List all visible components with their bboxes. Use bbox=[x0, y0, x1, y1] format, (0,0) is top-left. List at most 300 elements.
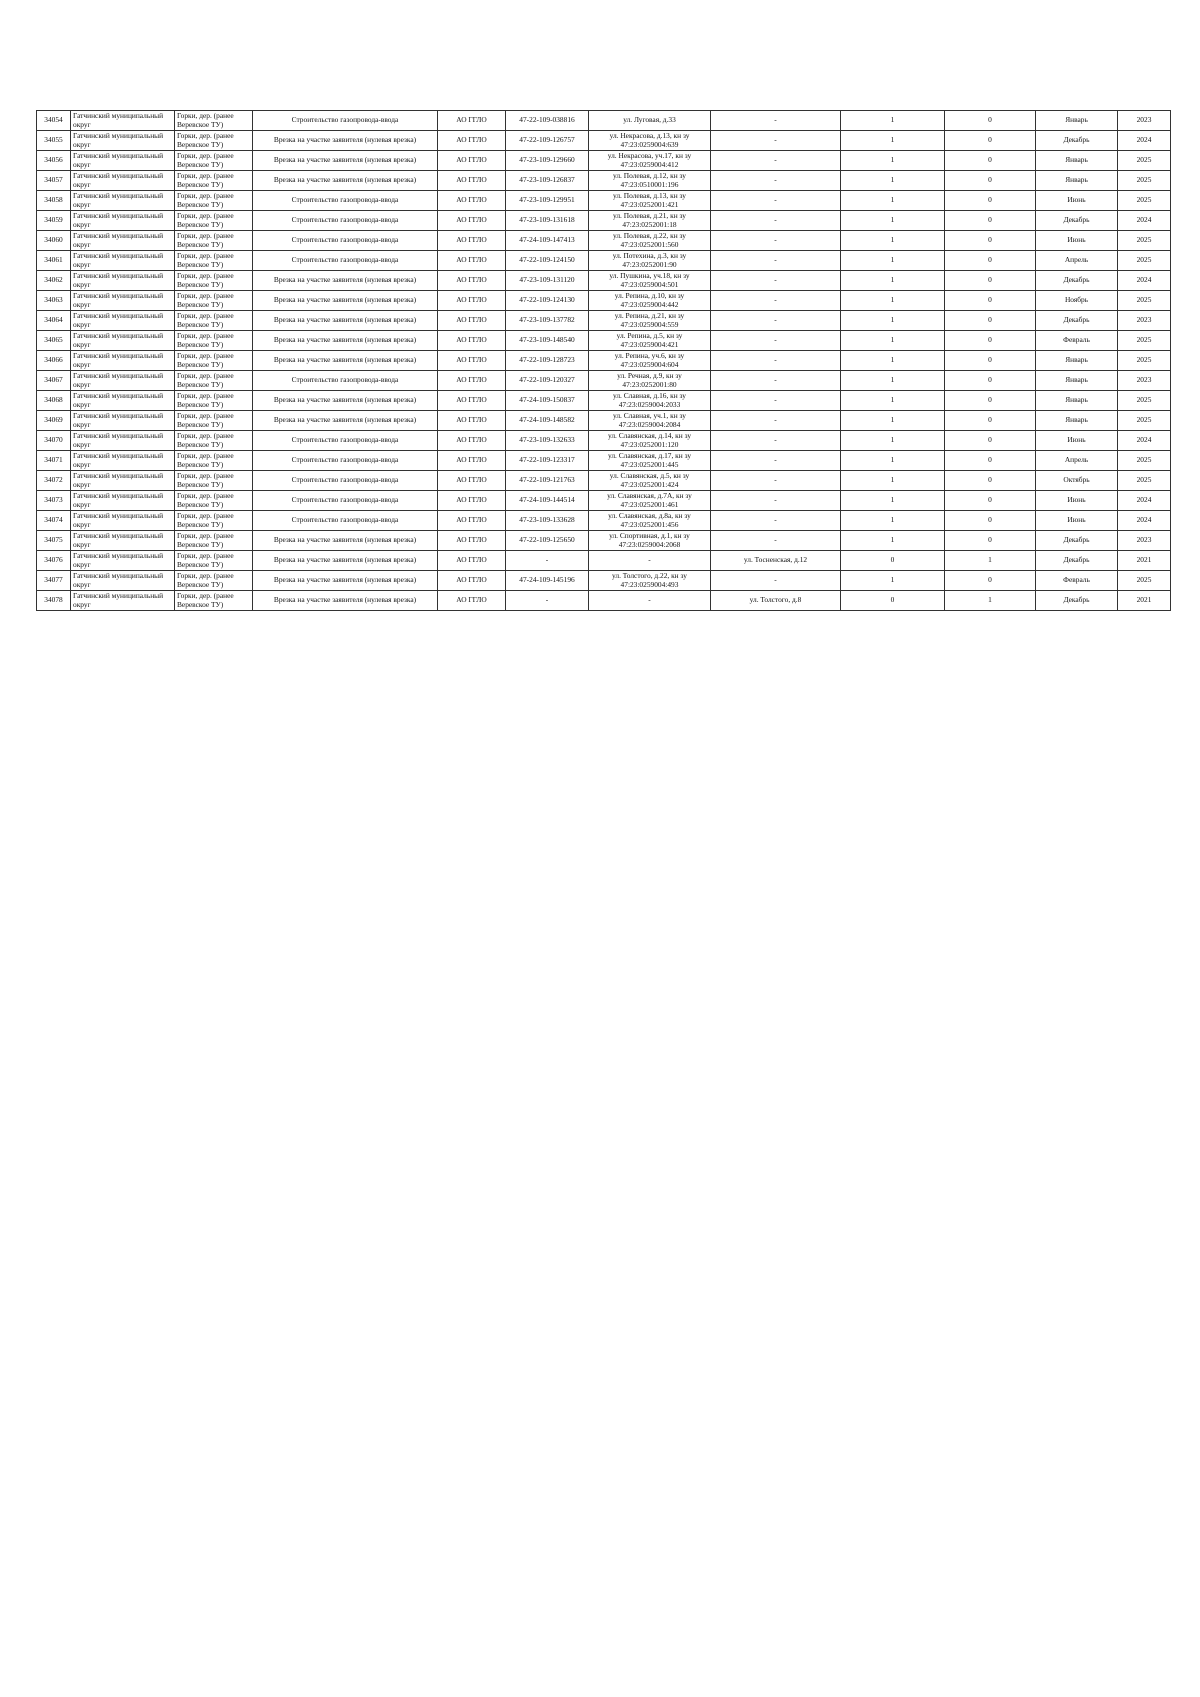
cell-count-b: 0 bbox=[945, 431, 1036, 451]
cell-organization: АО ГГЛО bbox=[438, 531, 506, 551]
cell-month: Январь bbox=[1036, 351, 1118, 371]
cell-settlement: Горки, дер. (ранее Веревское ТУ) bbox=[175, 511, 253, 531]
cell-work-type: Строительство газопровода-ввода bbox=[253, 231, 438, 251]
cell-count-a: 1 bbox=[841, 531, 945, 551]
cell-year: 2025 bbox=[1118, 451, 1171, 471]
cell-row-number: 34069 bbox=[37, 411, 71, 431]
cell-work-type: Врезка на участке заявителя (нулевая врезка) bbox=[253, 351, 438, 371]
table-row bbox=[37, 251, 1171, 271]
table-row bbox=[37, 591, 1171, 611]
table-row bbox=[37, 551, 1171, 571]
cell-address-cadastral: ул. Спортивная, д.1, кн зу 47:23:0259004:2068 bbox=[589, 531, 711, 551]
cell-organization: АО ГГЛО bbox=[438, 571, 506, 591]
cell-row-number: 34068 bbox=[37, 391, 71, 411]
cell-count-b: 0 bbox=[945, 331, 1036, 351]
cell-count-a: 1 bbox=[841, 151, 945, 171]
cell-count-a: 1 bbox=[841, 571, 945, 591]
cell-settlement: Горки, дер. (ранее Веревское ТУ) bbox=[175, 571, 253, 591]
cell-address-cadastral: ул. Репина, д.10, кн зу 47:23:0259004:442 bbox=[589, 291, 711, 311]
cell-application-number: 47-24-109-150837 bbox=[506, 391, 589, 411]
cell-application-number: 47-23-109-132633 bbox=[506, 431, 589, 451]
cell-month: Октябрь bbox=[1036, 471, 1118, 491]
cell-organization: АО ГГЛО bbox=[438, 391, 506, 411]
cell-address: - bbox=[711, 431, 841, 451]
cell-row-number: 34061 bbox=[37, 251, 71, 271]
cell-municipality: Гатчинский муниципальный округ bbox=[71, 131, 175, 151]
cell-address: - bbox=[711, 131, 841, 151]
cell-application-number: - bbox=[506, 551, 589, 571]
cell-count-b: 0 bbox=[945, 111, 1036, 131]
cell-municipality: Гатчинский муниципальный округ bbox=[71, 511, 175, 531]
cell-settlement: Горки, дер. (ранее Веревское ТУ) bbox=[175, 411, 253, 431]
table-row bbox=[37, 391, 1171, 411]
cell-count-b: 0 bbox=[945, 491, 1036, 511]
cell-address: - bbox=[711, 231, 841, 251]
cell-address: - bbox=[711, 251, 841, 271]
cell-count-a: 1 bbox=[841, 471, 945, 491]
cell-application-number: 47-23-109-126837 bbox=[506, 171, 589, 191]
cell-count-a: 1 bbox=[841, 511, 945, 531]
cell-address-cadastral: ул. Репина, д.21, кн зу 47:23:0259004:559 bbox=[589, 311, 711, 331]
table-row bbox=[37, 271, 1171, 291]
cell-organization: АО ГГЛО bbox=[438, 511, 506, 531]
cell-settlement: Горки, дер. (ранее Веревское ТУ) bbox=[175, 471, 253, 491]
cell-year: 2025 bbox=[1118, 571, 1171, 591]
cell-row-number: 34058 bbox=[37, 191, 71, 211]
cell-organization: АО ГГЛО bbox=[438, 211, 506, 231]
cell-application-number: 47-22-109-124130 bbox=[506, 291, 589, 311]
cell-settlement: Горки, дер. (ранее Веревское ТУ) bbox=[175, 291, 253, 311]
cell-organization: АО ГГЛО bbox=[438, 151, 506, 171]
cell-count-a: 1 bbox=[841, 371, 945, 391]
table-row bbox=[37, 171, 1171, 191]
cell-year: 2025 bbox=[1118, 251, 1171, 271]
cell-month: Апрель bbox=[1036, 251, 1118, 271]
cell-row-number: 34065 bbox=[37, 331, 71, 351]
cell-month: Февраль bbox=[1036, 571, 1118, 591]
cell-application-number: 47-22-109-128723 bbox=[506, 351, 589, 371]
cell-municipality: Гатчинский муниципальный округ bbox=[71, 491, 175, 511]
cell-address-cadastral: ул. Луговая, д.33 bbox=[589, 111, 711, 131]
cell-row-number: 34076 bbox=[37, 551, 71, 571]
cell-year: 2023 bbox=[1118, 111, 1171, 131]
table-row bbox=[37, 351, 1171, 371]
table-row bbox=[37, 291, 1171, 311]
cell-row-number: 34075 bbox=[37, 531, 71, 551]
cell-year: 2025 bbox=[1118, 171, 1171, 191]
cell-year: 2025 bbox=[1118, 231, 1171, 251]
cell-month: Январь bbox=[1036, 151, 1118, 171]
cell-settlement: Горки, дер. (ранее Веревское ТУ) bbox=[175, 451, 253, 471]
cell-count-a: 1 bbox=[841, 131, 945, 151]
cell-organization: АО ГГЛО bbox=[438, 411, 506, 431]
cell-address: - bbox=[711, 351, 841, 371]
cell-count-b: 0 bbox=[945, 391, 1036, 411]
cell-year: 2021 bbox=[1118, 591, 1171, 611]
cell-year: 2025 bbox=[1118, 411, 1171, 431]
cell-address-cadastral: ул. Славянская, д.14, кн зу 47:23:0252001:120 bbox=[589, 431, 711, 451]
cell-settlement: Горки, дер. (ранее Веревское ТУ) bbox=[175, 591, 253, 611]
cell-year: 2025 bbox=[1118, 471, 1171, 491]
cell-organization: АО ГГЛО bbox=[438, 291, 506, 311]
cell-settlement: Горки, дер. (ранее Веревское ТУ) bbox=[175, 311, 253, 331]
cell-organization: АО ГГЛО bbox=[438, 251, 506, 271]
cell-address: - bbox=[711, 211, 841, 231]
table-row bbox=[37, 451, 1171, 471]
cell-address: - bbox=[711, 171, 841, 191]
cell-count-a: 1 bbox=[841, 211, 945, 231]
cell-municipality: Гатчинский муниципальный округ bbox=[71, 211, 175, 231]
cell-address: - bbox=[711, 491, 841, 511]
cell-year: 2025 bbox=[1118, 191, 1171, 211]
cell-work-type: Строительство газопровода-ввода bbox=[253, 371, 438, 391]
cell-organization: АО ГГЛО bbox=[438, 371, 506, 391]
cell-count-a: 1 bbox=[841, 251, 945, 271]
table-row bbox=[37, 131, 1171, 151]
cell-work-type: Строительство газопровода-ввода bbox=[253, 451, 438, 471]
cell-month: Январь bbox=[1036, 171, 1118, 191]
cell-organization: АО ГГЛО bbox=[438, 471, 506, 491]
cell-count-b: 0 bbox=[945, 571, 1036, 591]
cell-year: 2024 bbox=[1118, 211, 1171, 231]
cell-address-cadastral: - bbox=[589, 591, 711, 611]
cell-address-cadastral: - bbox=[589, 551, 711, 571]
cell-organization: АО ГГЛО bbox=[438, 191, 506, 211]
cell-address: - bbox=[711, 191, 841, 211]
cell-count-b: 0 bbox=[945, 251, 1036, 271]
table-row bbox=[37, 371, 1171, 391]
cell-address: - bbox=[711, 371, 841, 391]
table-body bbox=[37, 111, 1171, 611]
cell-row-number: 34064 bbox=[37, 311, 71, 331]
cell-year: 2023 bbox=[1118, 311, 1171, 331]
cell-address-cadastral: ул. Полевая, д.21, кн зу 47:23:0252001:18 bbox=[589, 211, 711, 231]
cell-address-cadastral: ул. Потехина, д.3, кн зу 47:23:0252001:90 bbox=[589, 251, 711, 271]
cell-settlement: Горки, дер. (ранее Веревское ТУ) bbox=[175, 231, 253, 251]
cell-row-number: 34060 bbox=[37, 231, 71, 251]
cell-year: 2024 bbox=[1118, 511, 1171, 531]
cell-row-number: 34077 bbox=[37, 571, 71, 591]
table-row bbox=[37, 111, 1171, 131]
cell-organization: АО ГГЛО bbox=[438, 351, 506, 371]
cell-row-number: 34074 bbox=[37, 511, 71, 531]
cell-address-cadastral: ул. Славянская, д.7А, кн зу 47:23:0252001:461 bbox=[589, 491, 711, 511]
cell-address: - bbox=[711, 151, 841, 171]
cell-year: 2025 bbox=[1118, 291, 1171, 311]
cell-municipality: Гатчинский муниципальный округ bbox=[71, 151, 175, 171]
cell-address: - bbox=[711, 531, 841, 551]
cell-municipality: Гатчинский муниципальный округ bbox=[71, 251, 175, 271]
cell-settlement: Горки, дер. (ранее Веревское ТУ) bbox=[175, 111, 253, 131]
cell-work-type: Врезка на участке заявителя (нулевая врезка) bbox=[253, 151, 438, 171]
cell-work-type: Врезка на участке заявителя (нулевая врезка) bbox=[253, 591, 438, 611]
cell-application-number: 47-23-109-131120 bbox=[506, 271, 589, 291]
cell-application-number: 47-22-109-121763 bbox=[506, 471, 589, 491]
cell-year: 2023 bbox=[1118, 531, 1171, 551]
cell-municipality: Гатчинский муниципальный округ bbox=[71, 551, 175, 571]
cell-municipality: Гатчинский муниципальный округ bbox=[71, 351, 175, 371]
cell-count-a: 1 bbox=[841, 351, 945, 371]
cell-municipality: Гатчинский муниципальный округ bbox=[71, 391, 175, 411]
cell-address-cadastral: ул. Полевая, д.12, кн зу 47:23:0510001:196 bbox=[589, 171, 711, 191]
cell-count-b: 0 bbox=[945, 151, 1036, 171]
cell-address: - bbox=[711, 471, 841, 491]
cell-row-number: 34062 bbox=[37, 271, 71, 291]
cell-row-number: 34073 bbox=[37, 491, 71, 511]
cell-count-a: 1 bbox=[841, 311, 945, 331]
cell-count-b: 0 bbox=[945, 131, 1036, 151]
table-row bbox=[37, 151, 1171, 171]
table-row bbox=[37, 191, 1171, 211]
cell-organization: АО ГГЛО bbox=[438, 451, 506, 471]
cell-month: Декабрь bbox=[1036, 271, 1118, 291]
cell-count-a: 1 bbox=[841, 111, 945, 131]
cell-work-type: Строительство газопровода-ввода bbox=[253, 431, 438, 451]
cell-organization: АО ГГЛО bbox=[438, 171, 506, 191]
cell-count-b: 1 bbox=[945, 591, 1036, 611]
cell-month: Январь bbox=[1036, 111, 1118, 131]
cell-row-number: 34066 bbox=[37, 351, 71, 371]
cell-year: 2024 bbox=[1118, 131, 1171, 151]
cell-application-number: 47-22-109-120327 bbox=[506, 371, 589, 391]
cell-count-a: 1 bbox=[841, 331, 945, 351]
cell-organization: АО ГГЛО bbox=[438, 551, 506, 571]
cell-municipality: Гатчинский муниципальный округ bbox=[71, 371, 175, 391]
table-row bbox=[37, 211, 1171, 231]
cell-municipality: Гатчинский муниципальный округ bbox=[71, 191, 175, 211]
cell-month: Декабрь bbox=[1036, 591, 1118, 611]
cell-work-type: Строительство газопровода-ввода bbox=[253, 491, 438, 511]
cell-row-number: 34072 bbox=[37, 471, 71, 491]
cell-count-a: 1 bbox=[841, 451, 945, 471]
cell-work-type: Строительство газопровода-ввода bbox=[253, 191, 438, 211]
cell-work-type: Строительство газопровода-ввода bbox=[253, 471, 438, 491]
cell-address-cadastral: ул. Полевая, д.13, кн зу 47:23:0252001:421 bbox=[589, 191, 711, 211]
cell-count-b: 0 bbox=[945, 271, 1036, 291]
cell-organization: АО ГГЛО bbox=[438, 271, 506, 291]
cell-row-number: 34056 bbox=[37, 151, 71, 171]
cell-count-b: 0 bbox=[945, 311, 1036, 331]
cell-address-cadastral: ул. Толстого, д.22, кн зу 47:23:0259004:493 bbox=[589, 571, 711, 591]
cell-address: - bbox=[711, 511, 841, 531]
cell-application-number: 47-22-109-126757 bbox=[506, 131, 589, 151]
cell-month: Декабрь bbox=[1036, 531, 1118, 551]
cell-municipality: Гатчинский муниципальный округ bbox=[71, 571, 175, 591]
cell-row-number: 34067 bbox=[37, 371, 71, 391]
cell-organization: АО ГГЛО bbox=[438, 491, 506, 511]
cell-municipality: Гатчинский муниципальный округ bbox=[71, 311, 175, 331]
cell-count-a: 1 bbox=[841, 191, 945, 211]
cell-settlement: Горки, дер. (ранее Веревское ТУ) bbox=[175, 211, 253, 231]
cell-year: 2024 bbox=[1118, 491, 1171, 511]
cell-organization: АО ГГЛО bbox=[438, 311, 506, 331]
cell-work-type: Врезка на участке заявителя (нулевая врезка) bbox=[253, 411, 438, 431]
cell-count-b: 0 bbox=[945, 531, 1036, 551]
table-row bbox=[37, 411, 1171, 431]
cell-municipality: Гатчинский муниципальный округ bbox=[71, 471, 175, 491]
cell-work-type: Строительство газопровода-ввода bbox=[253, 251, 438, 271]
cell-row-number: 34070 bbox=[37, 431, 71, 451]
cell-month: Декабрь bbox=[1036, 131, 1118, 151]
cell-municipality: Гатчинский муниципальный округ bbox=[71, 591, 175, 611]
cell-row-number: 34057 bbox=[37, 171, 71, 191]
cell-year: 2025 bbox=[1118, 391, 1171, 411]
cell-year: 2024 bbox=[1118, 271, 1171, 291]
cell-address-cadastral: ул. Славная, уч.1, кн зу 47:23:0259004:2084 bbox=[589, 411, 711, 431]
cell-row-number: 34059 bbox=[37, 211, 71, 231]
cell-month: Январь bbox=[1036, 391, 1118, 411]
cell-address: - bbox=[711, 391, 841, 411]
cell-municipality: Гатчинский муниципальный округ bbox=[71, 431, 175, 451]
cell-count-a: 1 bbox=[841, 491, 945, 511]
cell-month: Январь bbox=[1036, 371, 1118, 391]
cell-work-type: Врезка на участке заявителя (нулевая врезка) bbox=[253, 271, 438, 291]
cell-settlement: Горки, дер. (ранее Веревское ТУ) bbox=[175, 271, 253, 291]
cell-application-number: 47-23-109-129660 bbox=[506, 151, 589, 171]
cell-settlement: Горки, дер. (ранее Веревское ТУ) bbox=[175, 191, 253, 211]
cell-month: Декабрь bbox=[1036, 311, 1118, 331]
cell-municipality: Гатчинский муниципальный округ bbox=[71, 171, 175, 191]
cell-settlement: Горки, дер. (ранее Веревское ТУ) bbox=[175, 331, 253, 351]
cell-count-b: 0 bbox=[945, 451, 1036, 471]
cell-application-number: 47-23-109-129951 bbox=[506, 191, 589, 211]
cell-count-b: 0 bbox=[945, 231, 1036, 251]
cell-work-type: Строительство газопровода-ввода bbox=[253, 511, 438, 531]
cell-count-b: 0 bbox=[945, 411, 1036, 431]
cell-count-a: 1 bbox=[841, 171, 945, 191]
cell-address: - bbox=[711, 331, 841, 351]
cell-work-type: Врезка на участке заявителя (нулевая врезка) bbox=[253, 531, 438, 551]
cell-count-b: 0 bbox=[945, 171, 1036, 191]
table-row bbox=[37, 311, 1171, 331]
cell-count-a: 1 bbox=[841, 291, 945, 311]
cell-settlement: Горки, дер. (ранее Веревское ТУ) bbox=[175, 351, 253, 371]
cell-application-number: 47-22-109-038816 bbox=[506, 111, 589, 131]
cell-month: Июнь bbox=[1036, 491, 1118, 511]
cell-count-b: 0 bbox=[945, 191, 1036, 211]
cell-organization: АО ГГЛО bbox=[438, 131, 506, 151]
table-row bbox=[37, 231, 1171, 251]
cell-count-b: 0 bbox=[945, 471, 1036, 491]
cell-year: 2023 bbox=[1118, 371, 1171, 391]
cell-count-a: 1 bbox=[841, 391, 945, 411]
cell-count-a: 0 bbox=[841, 591, 945, 611]
cell-year: 2025 bbox=[1118, 331, 1171, 351]
cell-address-cadastral: ул. Славянская, д.8а, кн зу 47:23:0252001:456 bbox=[589, 511, 711, 531]
cell-address: - bbox=[711, 271, 841, 291]
cell-address: ул. Толстого, д.8 bbox=[711, 591, 841, 611]
cell-organization: АО ГГЛО bbox=[438, 431, 506, 451]
cell-settlement: Горки, дер. (ранее Веревское ТУ) bbox=[175, 171, 253, 191]
cell-month: Июнь bbox=[1036, 191, 1118, 211]
cell-settlement: Горки, дер. (ранее Веревское ТУ) bbox=[175, 151, 253, 171]
cell-count-a: 1 bbox=[841, 271, 945, 291]
cell-count-b: 0 bbox=[945, 211, 1036, 231]
cell-row-number: 34063 bbox=[37, 291, 71, 311]
cell-count-a: 1 bbox=[841, 231, 945, 251]
cell-month: Июнь bbox=[1036, 231, 1118, 251]
cell-year: 2025 bbox=[1118, 151, 1171, 171]
cell-count-a: 1 bbox=[841, 411, 945, 431]
cell-settlement: Горки, дер. (ранее Веревское ТУ) bbox=[175, 531, 253, 551]
cell-work-type: Врезка на участке заявителя (нулевая врезка) bbox=[253, 551, 438, 571]
cell-year: 2024 bbox=[1118, 431, 1171, 451]
cell-municipality: Гатчинский муниципальный округ bbox=[71, 411, 175, 431]
cell-application-number: 47-22-109-123317 bbox=[506, 451, 589, 471]
cell-municipality: Гатчинский муниципальный округ bbox=[71, 451, 175, 471]
cell-work-type: Врезка на участке заявителя (нулевая врезка) bbox=[253, 571, 438, 591]
cell-application-number: 47-22-109-124150 bbox=[506, 251, 589, 271]
cell-municipality: Гатчинский муниципальный округ bbox=[71, 231, 175, 251]
cell-work-type: Строительство газопровода-ввода bbox=[253, 111, 438, 131]
cell-month: Апрель bbox=[1036, 451, 1118, 471]
cell-municipality: Гатчинский муниципальный округ bbox=[71, 271, 175, 291]
cell-application-number: 47-22-109-125650 bbox=[506, 531, 589, 551]
table-row bbox=[37, 331, 1171, 351]
cell-address: - bbox=[711, 311, 841, 331]
cell-address: ул. Тосненская, д.12 bbox=[711, 551, 841, 571]
gas-connection-table bbox=[36, 110, 1171, 611]
cell-row-number: 34078 bbox=[37, 591, 71, 611]
cell-address: - bbox=[711, 411, 841, 431]
table-row bbox=[37, 571, 1171, 591]
cell-month: Июнь bbox=[1036, 511, 1118, 531]
cell-settlement: Горки, дер. (ранее Веревское ТУ) bbox=[175, 391, 253, 411]
cell-work-type: Строительство газопровода-ввода bbox=[253, 211, 438, 231]
cell-address: - bbox=[711, 291, 841, 311]
cell-address-cadastral: ул. Речная, д.9, кн зу 47:23:0252001:80 bbox=[589, 371, 711, 391]
cell-month: Февраль bbox=[1036, 331, 1118, 351]
cell-row-number: 34054 bbox=[37, 111, 71, 131]
cell-month: Июнь bbox=[1036, 431, 1118, 451]
cell-address-cadastral: ул. Славная, д.16, кн зу 47:23:0259004:2033 bbox=[589, 391, 711, 411]
cell-organization: АО ГГЛО bbox=[438, 331, 506, 351]
cell-address: - bbox=[711, 451, 841, 471]
cell-work-type: Врезка на участке заявителя (нулевая врезка) bbox=[253, 331, 438, 351]
table-row bbox=[37, 531, 1171, 551]
cell-organization: АО ГГЛО bbox=[438, 231, 506, 251]
cell-address-cadastral: ул. Пушкина, уч.18, кн зу 47:23:0259004:501 bbox=[589, 271, 711, 291]
cell-settlement: Горки, дер. (ранее Веревское ТУ) bbox=[175, 371, 253, 391]
cell-year: 2021 bbox=[1118, 551, 1171, 571]
cell-address: - bbox=[711, 571, 841, 591]
cell-address-cadastral: ул. Полевая, д.22, кн зу 47:23:0252001:560 bbox=[589, 231, 711, 251]
cell-row-number: 34055 bbox=[37, 131, 71, 151]
cell-month: Декабрь bbox=[1036, 211, 1118, 231]
cell-organization: АО ГГЛО bbox=[438, 591, 506, 611]
cell-address-cadastral: ул. Репина, уч.6, кн зу 47:23:0259004:604 bbox=[589, 351, 711, 371]
cell-work-type: Врезка на участке заявителя (нулевая врезка) bbox=[253, 311, 438, 331]
cell-municipality: Гатчинский муниципальный округ bbox=[71, 291, 175, 311]
cell-address-cadastral: ул. Некрасова, д.13, кн зу 47:23:0259004:639 bbox=[589, 131, 711, 151]
cell-application-number: 47-23-109-137782 bbox=[506, 311, 589, 331]
cell-application-number: 47-24-109-147413 bbox=[506, 231, 589, 251]
cell-municipality: Гатчинский муниципальный округ bbox=[71, 111, 175, 131]
cell-work-type: Врезка на участке заявителя (нулевая врезка) bbox=[253, 171, 438, 191]
table-row bbox=[37, 431, 1171, 451]
cell-count-b: 0 bbox=[945, 351, 1036, 371]
cell-settlement: Горки, дер. (ранее Веревское ТУ) bbox=[175, 131, 253, 151]
cell-address-cadastral: ул. Некрасова, уч.17, кн зу 47:23:0259004:412 bbox=[589, 151, 711, 171]
cell-application-number: 47-23-109-131618 bbox=[506, 211, 589, 231]
cell-month: Декабрь bbox=[1036, 551, 1118, 571]
cell-count-a: 1 bbox=[841, 431, 945, 451]
cell-count-b: 0 bbox=[945, 371, 1036, 391]
cell-work-type: Врезка на участке заявителя (нулевая врезка) bbox=[253, 291, 438, 311]
cell-settlement: Горки, дер. (ранее Веревское ТУ) bbox=[175, 251, 253, 271]
cell-address-cadastral: ул. Репина, д.5, кн зу 47:23:0259004:421 bbox=[589, 331, 711, 351]
cell-row-number: 34071 bbox=[37, 451, 71, 471]
